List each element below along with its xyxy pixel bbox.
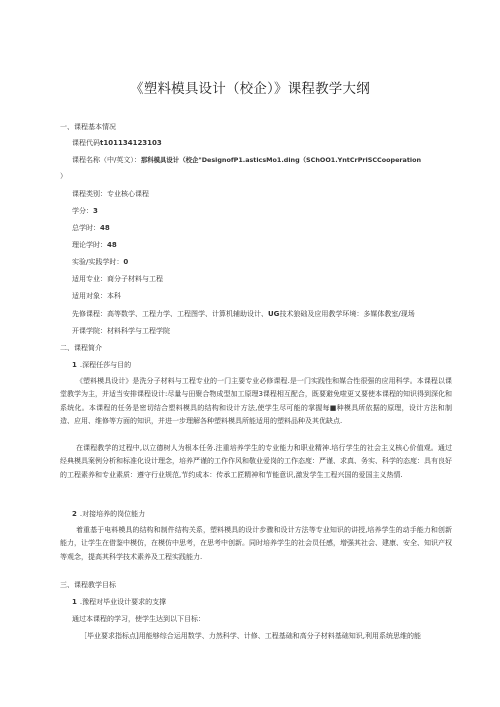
- prereq-line: [72, 310, 415, 319]
- total-hours-label: 总学时：: [72, 224, 100, 232]
- course-code-line: [72, 139, 162, 148]
- lab-hours-label: 实验/实践学时：: [72, 258, 124, 266]
- section-heading-goals: 三、课程教学目标: [60, 581, 116, 589]
- major-label: 适用专业：: [72, 275, 107, 283]
- target-line: [72, 292, 121, 301]
- section-heading-intro: 二、课程简介: [60, 344, 102, 352]
- credit-label: 学分：: [72, 207, 93, 215]
- intro-paragraph-1: 《塑料模具设计》是洗分子材料与工程专业的一门主要专业必修课程.是一门实践性和媒合性很强的应用科学。本课程以课堂教学为主，并适当安排课程设计:尽量与田聚合物成型加工原理3课程相互配合，既要避免啦更又要使本课程的知识得到深化和系统化。本课程的任务是密切结合塑料模具的结构和设计方法,使学生尽可能的掌握每■种模具所依据的原理，设计方法和制造、应用、维修等方面的知识，并进一步理解各种塑料模具所能适用的塑料品种及其优缺点.: [60, 377, 452, 425]
- intro-subheading-1: [72, 361, 131, 370]
- goals-sub1-num: 1: [72, 598, 77, 606]
- prereq-value: 高等数学、工程力学、工程图学、计算机辅助设计、: [107, 310, 268, 318]
- goals-sub1-title: .豫程对毕业设计要求的支撑: [79, 598, 167, 606]
- course-type-label: 课程类别：: [72, 190, 107, 198]
- theory-hours-label: 理论学时：: [72, 241, 107, 249]
- course-name-line: [72, 156, 421, 165]
- goals-line-2: ［毕业要求指标点]用能够综合运用数学、力然科学、计修、工程基础和高分子材料基础知识,利用系统思维的能: [80, 632, 421, 640]
- intro-sub2-title: .对接培养的岗位能力: [79, 510, 146, 518]
- goals-line-1: 通过本课程的学习，使学生达到以下目标：: [72, 615, 205, 623]
- course-code-label: 课程代码: [72, 139, 100, 147]
- course-code-value: t101134123103: [100, 139, 162, 147]
- course-name-tail: ）: [60, 172, 67, 180]
- total-hours-line: [72, 224, 110, 233]
- course-type-line: [72, 190, 149, 199]
- college-label: 开课学院：: [72, 327, 107, 335]
- theory-hours-value: 48: [107, 241, 117, 249]
- lab-hours-value: 0: [123, 258, 129, 266]
- college-value: 材料科学与工程学院: [107, 327, 170, 335]
- intro-paragraph-3: 着重基于电料模具的结构和制件结构关系，塑料模具的设计步骤和设计方法等专业知识的讲授,培养学生的动手能力和创新能力，让学生在借鉴中模仿，在模仿中思考，在思考中创新。同时培养学生的社会员任感，增强其社会、建康、安全、知识产权等观念，提高其科学技术素养及工程实践能力.: [60, 526, 452, 561]
- prereq-bold: UG: [268, 310, 280, 318]
- credit-value: 3: [93, 207, 98, 215]
- target-value: 本科: [107, 292, 121, 300]
- college-line: [72, 327, 170, 336]
- total-hours-value: 48: [100, 224, 110, 232]
- target-label: 适用对象：: [72, 292, 107, 300]
- course-name-label: 课程名称（中/英文）：: [72, 156, 141, 164]
- theory-hours-line: [72, 241, 117, 250]
- intro-paragraph-2: 在课程教学的过程中,以立德树人为根本任务.注重培养学生的专业能力和职业精神.培行学生的社会主义核心价值观。通过经典模具案例分析和标准化设计理念，培养严谨的工作作风和敬业爱岗的工作态度：严谨、求真、务实、科学的态度：具有良好的工程素养和专业素质：遵守行业规范,节约成本：传承工匠精神和节能意识,激发学生工程兴国的爱国主义热情.: [60, 444, 452, 479]
- document-title: 《塑料模具设计（校企）》课程教学大纲: [130, 81, 370, 97]
- major-line: [72, 275, 163, 284]
- goals-subheading-1: [72, 598, 166, 607]
- lab-hours-line: [72, 258, 128, 267]
- course-name-value: 那科模具设计（校企"DesignofP1.asticsMo1.ding（SChOO1.YntCrPriSCCooperation: [140, 156, 422, 164]
- credit-line: [72, 207, 98, 216]
- intro-sub1-num: 1: [72, 361, 77, 369]
- intro-sub2-num: 2: [72, 510, 77, 518]
- intro-sub1-title: .深程任莎与目的: [79, 361, 132, 369]
- prereq-label: 先修课程：: [72, 310, 107, 318]
- prereq-value2: 技术狼础及应用教学环境：多媒体教室/现场: [279, 310, 415, 318]
- section-heading-basic: 一、课程基本情况: [60, 123, 116, 131]
- course-type-value: 专业核心课程: [107, 190, 149, 198]
- intro-subheading-2: [72, 510, 145, 519]
- major-value: 商分子材料与工程: [107, 275, 163, 283]
